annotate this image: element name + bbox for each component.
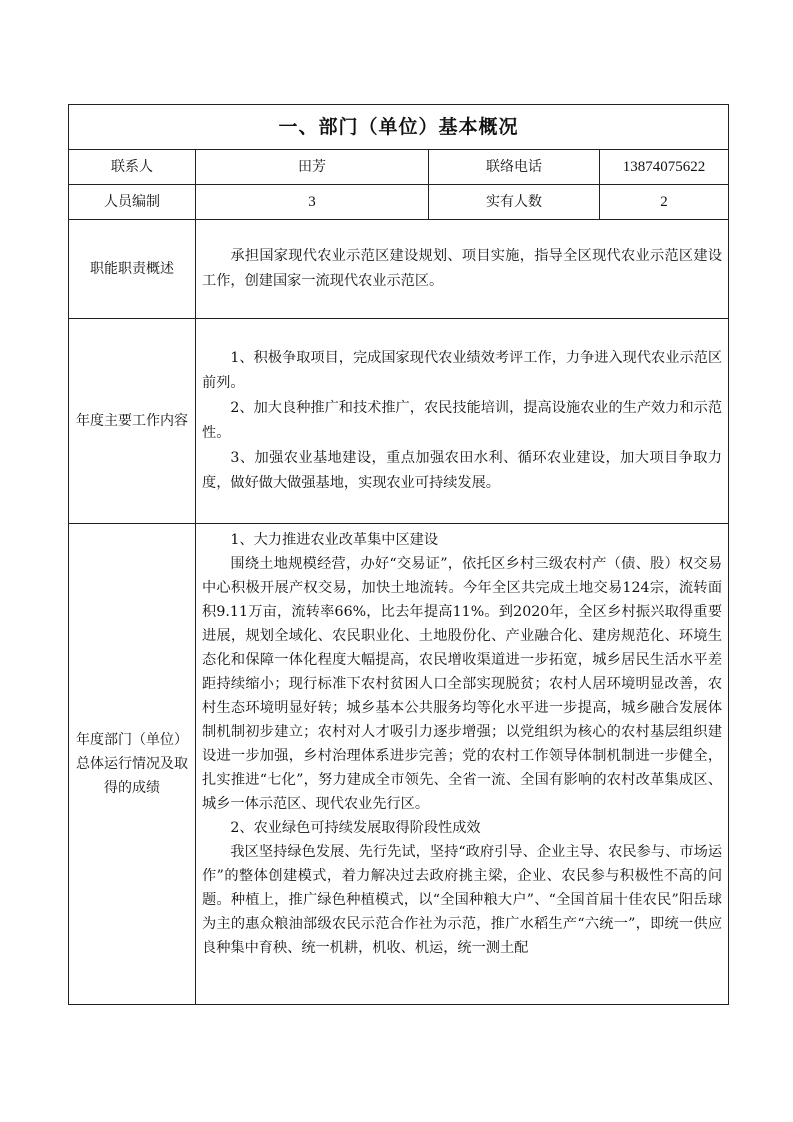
duties-text: 承担国家现代农业示范区建设规划、项目实施，指导全区现代农业示范区建设工作，创建国家一流现代农业示范区。 <box>202 248 723 289</box>
actual-staff-value: 2 <box>600 185 729 220</box>
performance-label: 年度部门（单位）总体运行情况及取得的成绩 <box>69 524 196 1005</box>
performance-paragraph: 我区坚持绿色发展、先行先试，坚持“政府引导、企业主导、农民参与、市场运作”的整体创建模式，着力解决过去政府挑主梁，企业、农民参与积极性不高的问题。种植上，推广绿色种植模式，以“全国种粮大户”、“全国首届十佳农民”阳岳球为主的惠众粮油部级农民示范合作社为示范，推广水稻生产“六统一”，即统一供应良种集中育秧、统一机耕，机收、机运，统一测土配 <box>202 844 723 956</box>
staffing-label: 人员编制 <box>69 185 196 220</box>
annual-work-item: 1、积极争取项目，完成国家现代农业绩效考评工作，力争进入现代农业示范区前列。 <box>202 350 723 391</box>
actual-staff-label: 实有人数 <box>429 185 600 220</box>
contact-value: 田芳 <box>196 150 429 185</box>
annual-work-item: 3、加强农业基地建设，重点加强农田水利、循环农业建设，加大项目争取力度，做好做大做强基地，实现农业可持续发展。 <box>202 450 723 491</box>
basic-info-table <box>68 104 729 1005</box>
performance-paragraph: 围绕土地规模经营，办好“交易证”，依托区乡村三级农村产（债、股）权交易中心积极开展产权交易，加快土地流转。今年全区共完成土地交易124宗，流转面积9.11万亩，流转率66%，比去年提高11%。到2020年，全区乡村振兴取得重要进展，规划全域化、农民职业化、土地股份化、产业融合化、建房规范化、环境生态化和保障一体化程度大幅提高，农民增收渠道进一步拓宽，城乡居民生活水平差距持续缩小；现行标准下农村贫困人口全部实现脱贫；农村人居环境明显改善，农村生态环境明显好转；城乡基本公共服务均等化水平进一步提高，城乡融合发展体制机制初步建立；农村对人才吸引力逐步增强；以党组织为核心的农村基层组织建设进一步加强，乡村治理体系进步完善；党的农村工作领导体制机制进一步健全，扎实推进“七化”，努力建成全市领先、全省一流、全国有影响的农村改革集成区、城乡一体示范区、现代农业先行区。 <box>202 556 723 812</box>
duties-text-cell <box>196 220 729 319</box>
annual-work-item: 2、加大良种推广和技术推广，农民技能培训，提高设施农业的生产效力和示范性。 <box>202 400 723 441</box>
annual-work-label: 年度主要工作内容 <box>69 319 196 524</box>
duties-label: 职能职责概述 <box>69 220 196 319</box>
annual-work-cell <box>196 319 729 524</box>
staffing-value: 3 <box>196 185 429 220</box>
phone-label: 联络电话 <box>429 150 600 185</box>
contact-label: 联系人 <box>69 150 196 185</box>
performance-heading: 2、农业绿色可持续发展取得阶段性成效 <box>230 820 481 836</box>
section-title: 一、部门（单位）基本概况 <box>69 105 729 150</box>
performance-heading: 1、大力推进农业改革集中区建设 <box>230 532 439 548</box>
phone-value: 13874075622 <box>600 150 729 185</box>
performance-cell <box>196 524 729 1005</box>
